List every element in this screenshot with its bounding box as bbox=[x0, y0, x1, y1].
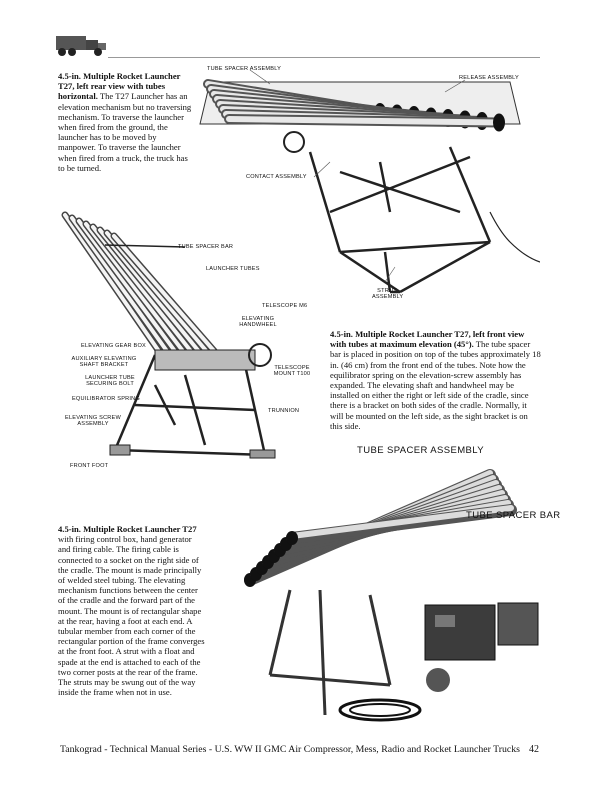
callout-equilibrator-spring: EQUILIBRATOR SPRING bbox=[72, 396, 140, 402]
callout-elevating-screw-assembly: ELEVATING SCREW ASSEMBLY bbox=[65, 415, 121, 428]
callout-launcher-tubes: LAUNCHER TUBES bbox=[206, 266, 260, 272]
caption-firing-view-body: with firing control box, hand generator and firing cable. The firing cable is connected to a socket on the right side of the cradle. The mount is made principally of welded steel tubing. The elevating mechanism functions between the center of the cradle and the forward part of the mount. The mount is of rectangular shape at the rear, having a foot at each end. A tubular member from each corner of the rectangular portion of the frame converges at the front foot. A strut with a float and spade at the end is attached to each of the two corner posts at the rear of the frame. The struts may be swung out of the way inside the frame when not in use. bbox=[58, 534, 205, 698]
callout-strut-assembly: STRUT ASSEMBLY bbox=[372, 288, 404, 301]
page-number: 42 bbox=[529, 744, 539, 755]
callout-telescope-m6: TELESCOPE M6 bbox=[262, 303, 308, 309]
caption-front-view-title: 4.5-in. Multiple Rocket Launcher T27, left front view with tubes at maximum elevation (45°). bbox=[330, 329, 525, 350]
callout-tube-spacer-bar-mid: TUBE SPACER BAR bbox=[178, 244, 234, 250]
launcher-firing-setup-photo bbox=[230, 455, 540, 730]
callout-contact-assembly: CONTACT ASSEMBLY bbox=[246, 174, 307, 180]
callout-elevating-gear-box: ELEVATING GEAR BOX bbox=[81, 343, 146, 349]
callout-telescope-mount: TELESCOPE MOUNT T100 bbox=[273, 365, 311, 378]
callout-auxiliary-elevating-shaft-bracket: AUXILIARY ELEVATING SHAFT BRACKET bbox=[71, 356, 137, 369]
truck-logo-icon bbox=[42, 30, 112, 60]
tube-muzzle-icon bbox=[493, 114, 505, 132]
caption-front-view-body: The tube spacer bar is placed in position on top of the tubes approximately 18 in. (46 cm) from the front end of the tubes. Note how the equilibrator spring on the elevation-screw assembly has expanded. The elevating shaft and handwheel may be installed on either the right or left side of the cradle, since there is a bracket on both sides of the cradle. Normally, it will be mounted on the left side, as the sight bracket is on this side. bbox=[330, 339, 541, 431]
callout-front-foot: FRONT FOOT bbox=[70, 463, 109, 469]
callout-launcher-tube-securing-bolt: LAUNCHER TUBE SECURING BOLT bbox=[85, 375, 135, 388]
caption-front-view bbox=[330, 329, 542, 431]
callout-tube-spacer-bar-bottom: TUBE SPACER BAR bbox=[466, 510, 561, 521]
caption-rear-view bbox=[58, 71, 196, 173]
callout-tube-spacer-assembly-top: TUBE SPACER ASSEMBLY bbox=[207, 66, 282, 72]
caption-firing-view bbox=[58, 524, 206, 697]
callout-release-assembly: RELEASE ASSEMBLY bbox=[459, 75, 519, 81]
caption-rear-view-title: 4.5-in. Multiple Rocket Launcher T27, left rear view with tubes horizontal. bbox=[58, 71, 181, 102]
caption-rear-view-body: The T27 Launcher has an elevation mechanism but no traversing mechanism. To traverse the launcher when fired from the ground, the launcher has to be moved by manpower. To traverse the launcher when fired from a truck, the truck has to be turned. bbox=[58, 91, 192, 173]
callout-trunnion: TRUNNION bbox=[268, 408, 300, 414]
footer-text: Tankograd - Technical Manual Series - U.S. WW II GMC Air Compressor, Mess, Radio and Rocket Launcher Trucks bbox=[60, 744, 520, 755]
callout-tube-spacer-assembly-bottom: TUBE SPACER ASSEMBLY bbox=[357, 445, 484, 456]
caption-firing-view-title: 4.5-in. Multiple Rocket Launcher T27 bbox=[58, 524, 197, 534]
callout-elevating-handwheel: ELEVATING HANDWHEEL bbox=[239, 316, 277, 329]
header-rule bbox=[108, 57, 540, 58]
